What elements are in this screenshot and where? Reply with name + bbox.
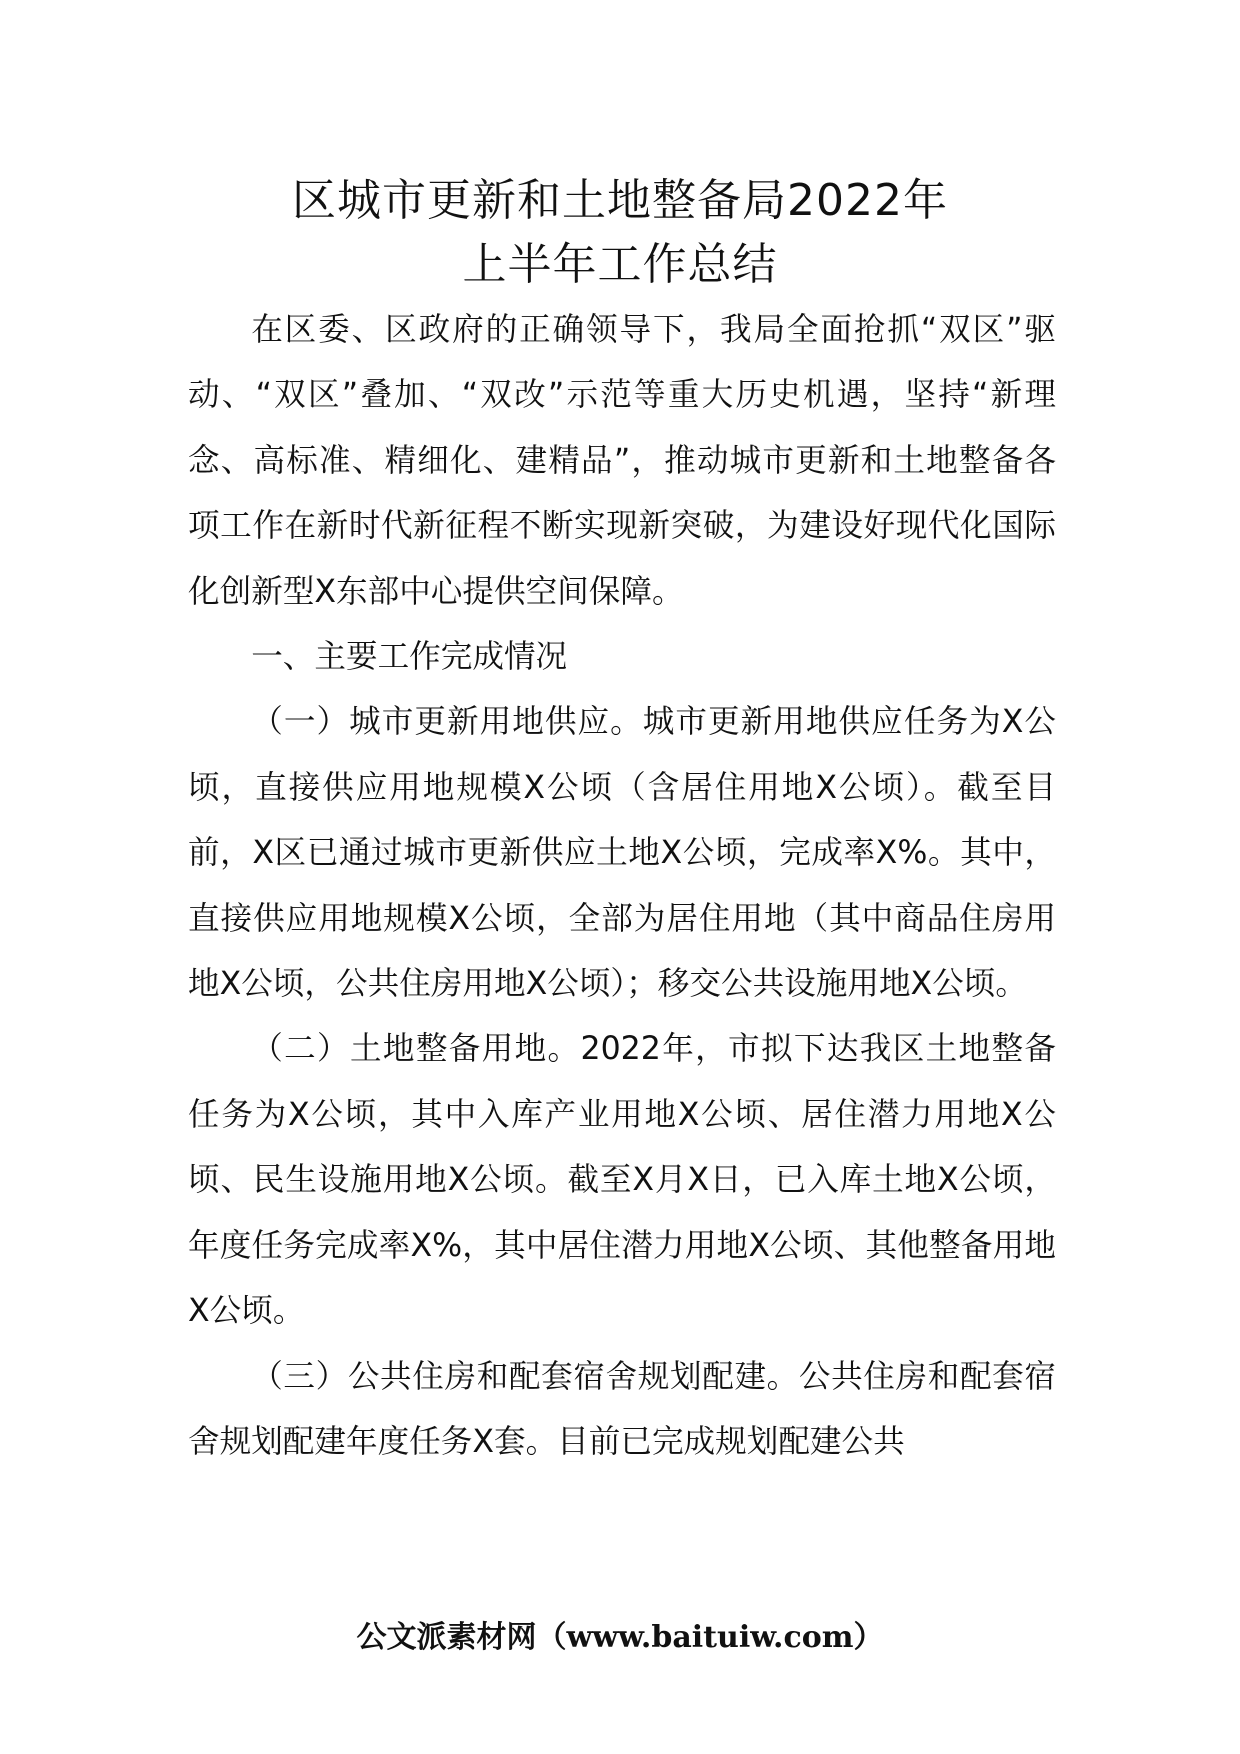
section-heading-main-work: 一、主要工作完成情况 [251, 639, 568, 676]
intro-paragraph: 在区委、区政府的正确领导下，我局全面抢抓“双区”驱动、“双区”叠加、“双改”示范等重大历史机遇，坚持“新理念、高标准、精细化、建精品”，推动城市更新和土地整备各项工作在新时代新征程不断实现新突破，为建设好现代化国际化创新型X东部中心提供空间保障。 [188, 312, 1056, 610]
footer-watermark: 公文派素材网（www.baituiw.com） [356, 1620, 884, 1655]
paragraph-public-housing-planning: （三）公共住房和配套宿舍规划配建。公共住房和配套宿舍规划配建年度任务X套。目前已完成规划配建公共 [188, 1358, 1056, 1460]
document-title-line-2: 上半年工作总结 [462, 239, 778, 290]
document-title-line-1: 区城市更新和土地整备局2022年 [292, 175, 948, 226]
paragraph-land-preparation: （二）土地整备用地。2022年，市拟下达我区土地整备任务为X公顷，其中入库产业用地X公顷、居住潜力用地X公顷、民生设施用地X公顷。截至X月X日，已入库土地X公顷，年度任务完成率X%，其中居住潜力用地X公顷、其他整备用地X公顷。 [188, 1031, 1056, 1330]
paragraph-urban-renewal-land-supply: （一）城市更新用地供应。城市更新用地供应任务为X公顷，直接供应用地规模X公顷（含居住用地X公顷）。截至目前，X区已通过城市更新供应土地X公顷，完成率X%。其中，直接供应用地规模X公顷，全部为居住用地（其中商品住房用地X公顷，公共住房用地X公顷）；移交公共设施用地X公顷。 [188, 704, 1056, 1003]
document-body [188, 298, 1056, 1475]
